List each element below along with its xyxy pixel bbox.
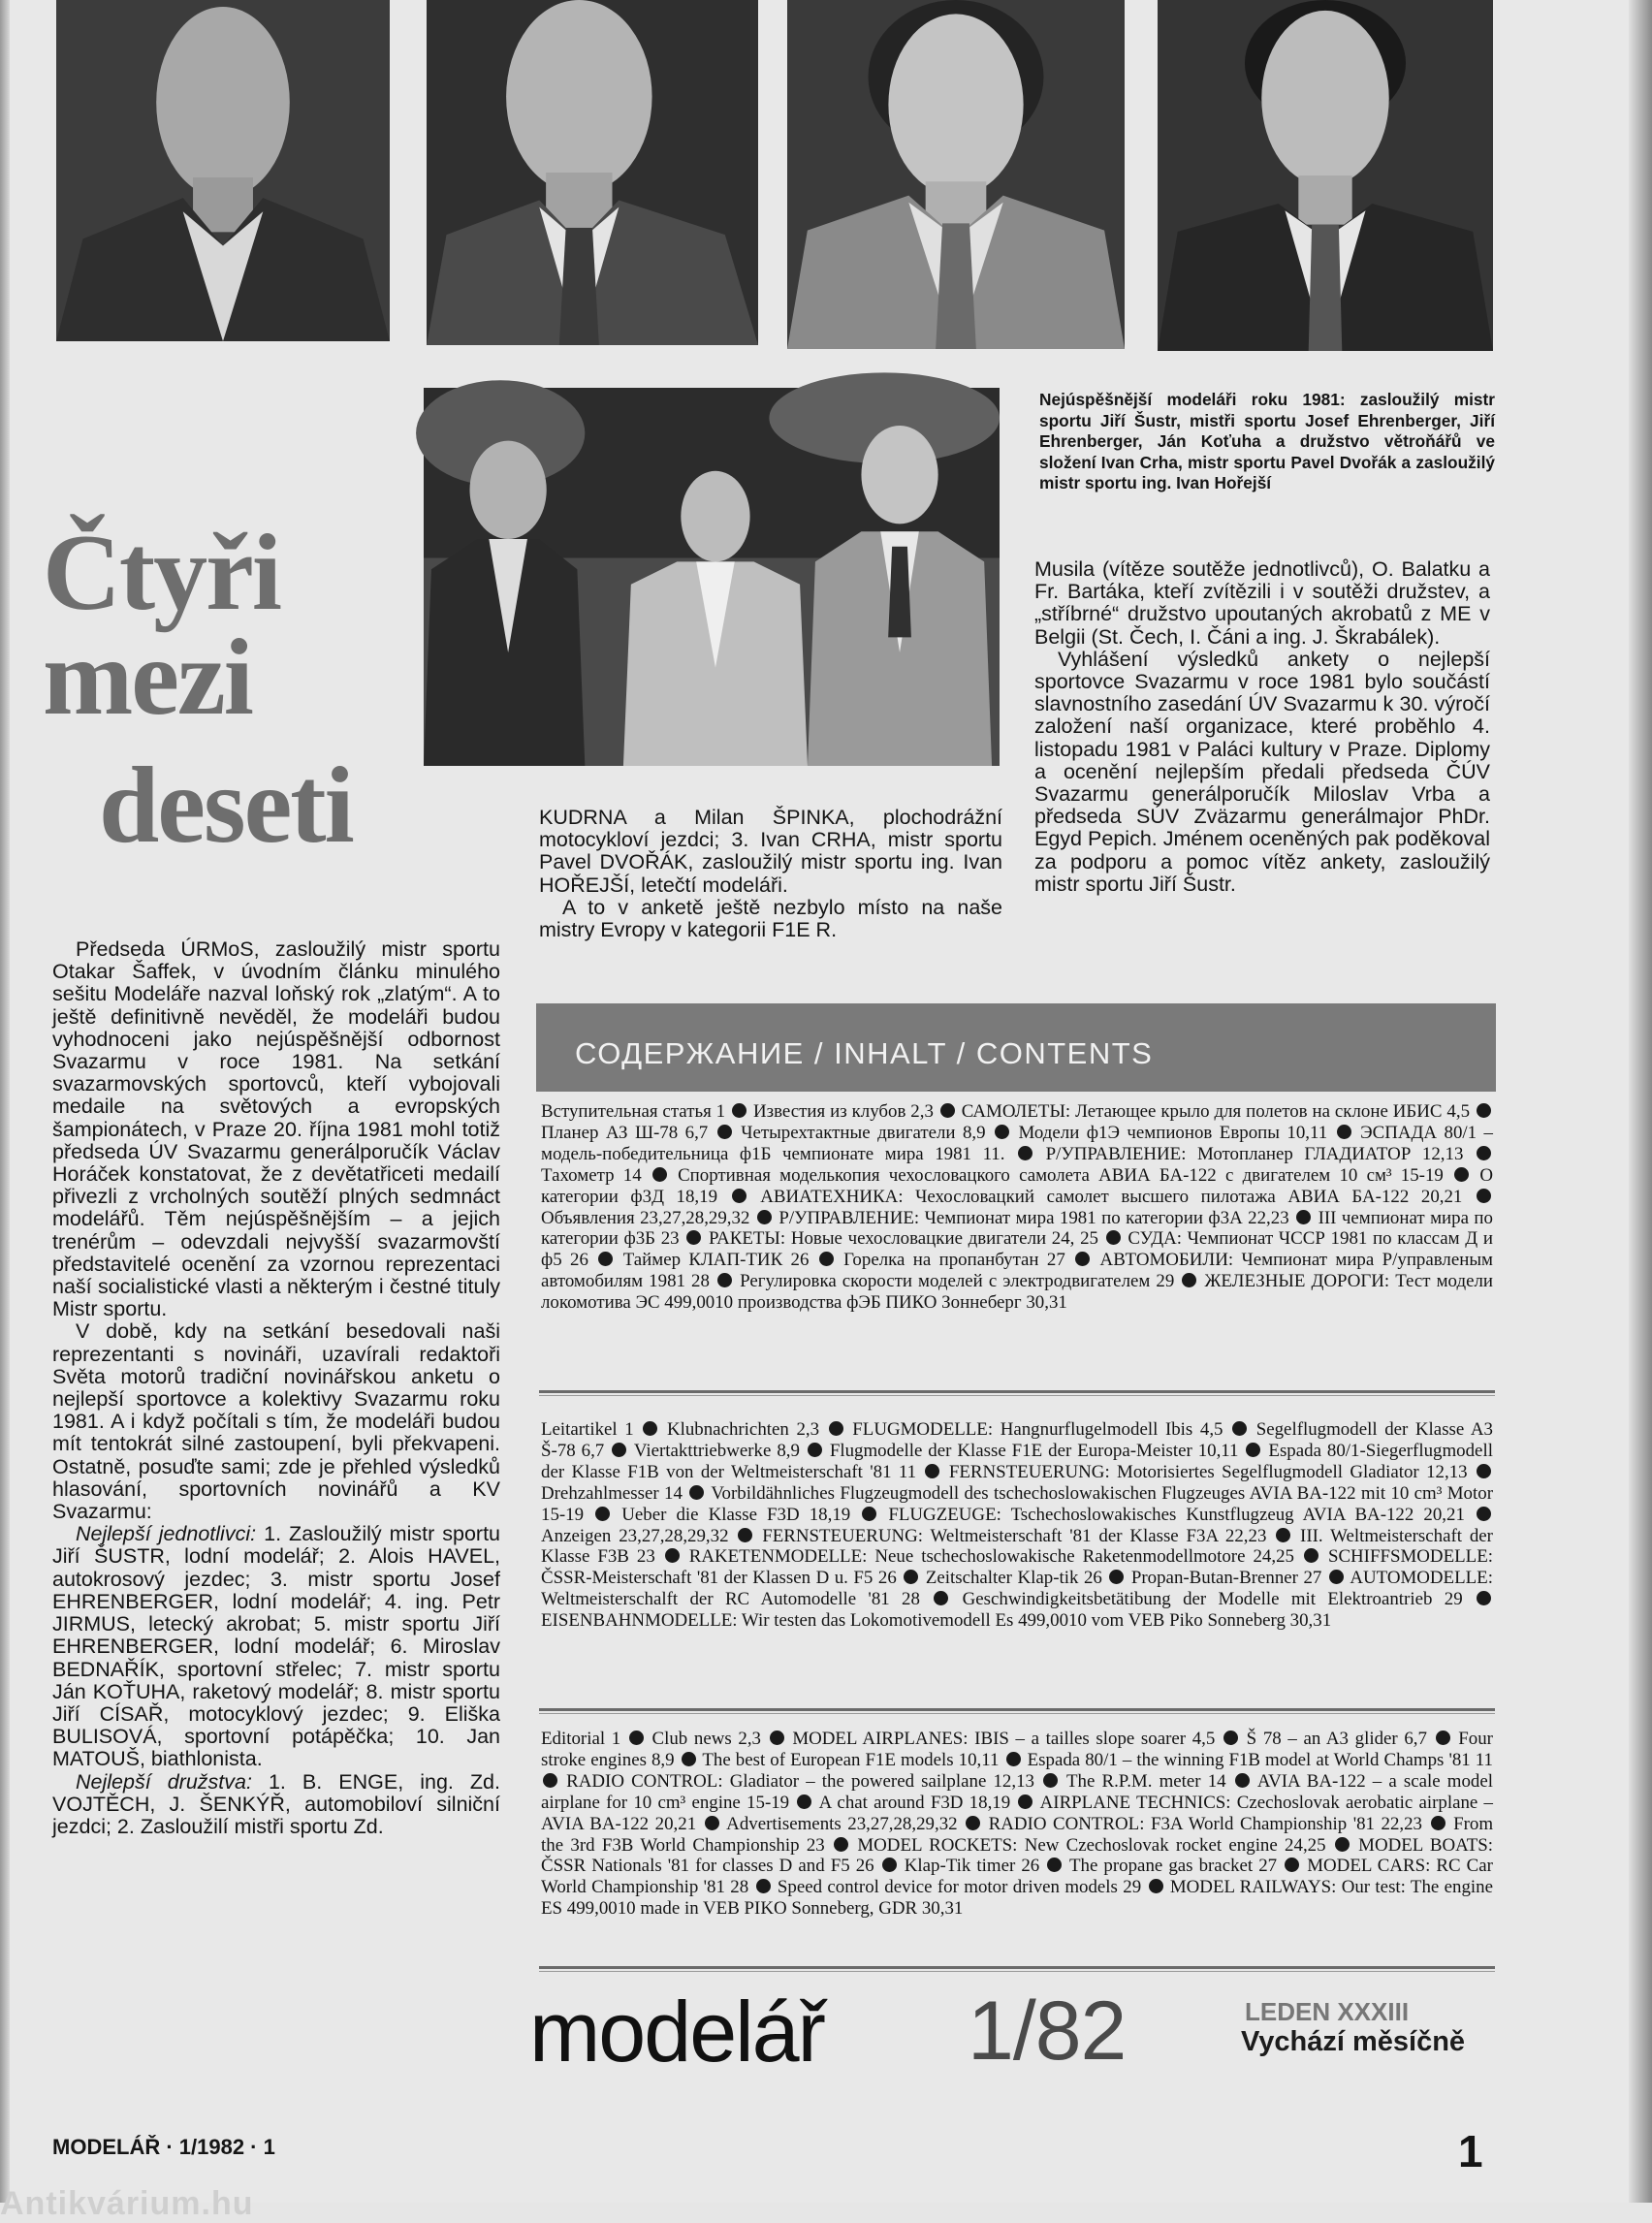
bullet-dot [1018,1794,1032,1809]
contents-entry: A chat around F3D 18,19 [818,1792,1011,1813]
bullet-dot [1018,1146,1032,1160]
bullet-dot [1285,1858,1299,1872]
contents-entry: Advertisements 23,27,28,29,32 [726,1813,958,1834]
bullet-dot [1335,1837,1350,1852]
contents-entry: Drehzahlmesser 14 [541,1482,683,1504]
contents-english [541,1729,1493,1920]
contents-entry: Vorbildähnliches Flugzeugmodell des tschechoslowakischen Flugzeuges AVIA BA-122 mit 10 cm³ Motor 15-19 [541,1482,1493,1525]
contents-entry: Viertakttriebwerke 8,9 [633,1440,800,1461]
contents-entry: Propan-Butan-Brenner 27 [1130,1568,1322,1589]
contents-entry: Объявления 23,27,28,29,32 [541,1207,750,1228]
bullet-dot [643,1421,657,1436]
watermark: Antikvárium.hu [0,2185,254,2222]
contents-entry: Š 78 – an A3 glider 6,7 [1246,1729,1427,1749]
contents-entry: AVIA BA-122 – a scale model airplane for 10 cm³ engine 15-19 [541,1770,1494,1813]
issue-frequency: Vychází měsíčně [1241,2026,1466,2057]
contents-entry: Club news 2,3 [651,1729,761,1749]
issue-month: LEDEN XXXIII [1245,1997,1410,2026]
contents-entry: Leitartikel 1 [541,1419,634,1440]
article-paragraph: Předseda ÚRMoS, zasloužilý mistr sportu Otakar Šaffek, v úvodním článku minulého sešitu Modeláře nazval loňský rok „zlatým“. A to ještě definitivně nevěděl, že modeláři budou vyhodnoceni jako nejúspěšnější odbornost Svazarmu v roce 1981. Na setkání svazarmovských sportovců, kteří vybojovali medaile na světových a evropských šampionátech, v Praze 20. října 1981 mohl totiž předseda ÚV Svazarmu generálporučík Václav Horáček konstatovat, že z devětatřiceti medailí přivezli z vrcholných soutěží plných sedmnáct modelářů. Těm nejúspěšnějším – a jejich trenérům – odevzdali nejvyšší svazarmovští představitelé ocenění za vzornou reprezentaci naší socialistické vlasti a některým i čestné tituly Mistr sportu. [52,937,500,1321]
paragraph-text: 1. Zasloužilý mistr sportu Jiří ŠUSTR, lodní modelář; 2. Alois HAVEL, autokrosový jezdec; 3. mistr sportu Josef EHRENBERGER, lodní modelář; 4. ing. Petr JIRMUS, letecký akrobat; 5. mistr sportu Jiří EHRENBERGER, lodní modelář; 6. Miroslav BEDNAŘÍK, sportovní střelec; 7. mistr sportu Ján KOŤUHA, raketový modelář; 8. mistr sportu Jiří CÍSAŘ, motocyklový jezdec; 9. Eliška BULISOVÁ, sportovní potápěčka; 10. Jan MATOUŠ, biathlonista. [52,1522,501,1771]
bullet-dot [995,1125,1009,1139]
bullet-dot [1006,1752,1021,1766]
bullet-dot [682,1752,696,1766]
bullet-dot [1431,1816,1446,1830]
contents-entry: АВТОМОБИЛИ: Чемпионат мира Р/управленым автомобилям 1981 28 [541,1250,1493,1292]
portrait-photo-3 [787,0,1125,349]
article-paragraph [52,1523,500,1770]
contents-entry: FLUGZEUGE: Tschechoslowakisches Kunstflugzeug AVIA BA-122 20,21 [888,1504,1465,1525]
contents-entry: Klubnachrichten 2,3 [666,1419,820,1440]
paragraph-lead-label: Nejlepší jednotlivci: [76,1522,257,1546]
bullet-dot [940,1103,955,1118]
bullet-dot [652,1167,667,1182]
bullet-dot [1246,1443,1260,1457]
bullet-dot [1149,1879,1163,1893]
contents-entry: Four stroke engines 8,9 [541,1729,1493,1770]
bullet-dot [686,1230,701,1245]
contents-entry: III. Weltmeisterschaft der Klasse F3B 23 [541,1525,1493,1568]
contents-entry: Speed control device for motor driven models 29 [777,1877,1142,1898]
bullet-dot [598,1252,613,1266]
bullet-dot [966,1816,980,1830]
contents-entry: MODEL RAILWAYS: Our test: The engine ES 499,0010 made in VEB PIKO Sonneberg, GDR 30,31 [541,1877,1493,1920]
bullet-dot [862,1507,876,1521]
headline-line-2: mezi [43,618,252,738]
article-paragraph: A to v anketě ještě nezbylo místo na naše mistry Evropy v kategorii F1E R. [539,895,1002,942]
contents-entry: MODEL ROCKETS: New Czechoslovak rocket engine 24,25 [857,1834,1326,1856]
article-paragraph: KUDRNA a Milan ŠPINKA, plochodrážní motocykloví jezdci; 3. Ivan CRHA, mistr sportu Pavel DVOŘÁK, zasloužilý mistr sportu ing. Ivan HOŘEJŠÍ, letečtí modeláři. [539,806,1002,897]
bullet-dot [1436,1731,1450,1745]
contents-entry: RADIO CONTROL: Gladiator – the powered sailplane 12,13 [566,1770,1034,1792]
bullet-dot [829,1421,843,1436]
bullet-dot [732,1103,747,1118]
contents-entry: Editorial 1 [541,1729,621,1749]
contents-entry: SCHIFFSMODELLE: ČSSR-Meisterschaft '81 der Klassen D u. F5 26 [541,1546,1493,1589]
bullet-dot [882,1858,897,1872]
contents-entry: Anzeigen 23,27,28,29,32 [541,1525,729,1546]
contents-entry: Горелка на пропанбутан 27 [843,1250,1065,1271]
contents-entry: Р/УПРАВЛЕНИЕ: Чемпионат мира 1981 по категории ф3А 22,23 [778,1207,1289,1228]
bullet-dot [1296,1210,1311,1224]
bullet-dot [1337,1125,1351,1139]
bullet-dot [1477,1146,1491,1160]
group-photo [424,388,1000,766]
bullet-dot [665,1548,680,1563]
contents-entry: ЖЕЛЕЗНЫЕ ДОРОГИ: Тест модели локомотива ЭС 499,0010 производства фЭБ ПИКО Зоннеберг 30,31 [541,1271,1493,1314]
contents-entry: AIRPLANE TECHNICS: Czechoslovak aerobatic airplane – AVIA BA-122 20,21 [541,1792,1493,1834]
bullet-dot [705,1816,719,1830]
bullet-dot [1109,1570,1124,1584]
contents-entry: The propane gas bracket 27 [1069,1856,1278,1877]
contents-entry: САМОЛЕТЫ: Летающее крыло для полетов на склоне ИБИС 4,5 [961,1101,1471,1122]
contents-entry: Спортивная моделькопия чехословацкого самолета АВИА БА-122 с двигателем 10 см³ 15-19 [678,1164,1444,1186]
bullet-dot [732,1189,747,1203]
headline-line-1: Čtyři [43,513,281,633]
issue-number: 1/82 [968,1985,1127,2078]
bullet-dot [1477,1464,1491,1478]
contents-entry: EISENBAHNMODELLE: Wir testen das Lokomotivemodell Es 499,0010 vom VEB Piko Sonneberg 30,31 [541,1610,1332,1632]
paragraph-lead-label: Nejlepší družstva: [76,1769,252,1794]
contents-entry: RADIO CONTROL: F3A World Championship '81 22,23 [988,1813,1423,1834]
contents-entry: The R.P.M. meter 14 [1065,1770,1226,1792]
contents-entry: РАКЕТЫ: Новые чехословацкие двигатели 24, 25 [709,1228,1098,1250]
contents-entry: Р/УПРАВЛЕНИЕ: Мотопланер ГЛАДИАТОР 12,13 [1045,1143,1464,1164]
bullet-dot [756,1879,771,1893]
bullet-dot [934,1591,948,1605]
contents-entry: ЭСПАДА 80/1 – модель-победительница ф1Б чемпионате мира 1981 11. [541,1122,1493,1164]
contents-entry: О категории ф3Д 18,19 [541,1164,1493,1207]
bullet-dot [1223,1731,1238,1745]
contents-russian [541,1101,1493,1314]
contents-band: СОДЕРЖАНИЕ / INHALT / CONTENTS [536,1003,1496,1092]
portrait-photo-4 [1158,0,1493,351]
article-paragraph: V době, kdy na setkání besedovali naši reprezentanti s novináři, uzavírali redaktoři Světa motorů tradiční novinářskou anketu o nejlepší sportovce a kolektivy Svazarmu roku 1981. A i když počítali s tím, že modeláři budou mít tentokrát silné zastoupení, byli překvapeni. Ostatně, posuďte sami; zde je přehled výsledků hlasování, sportovních novinářů a KV Svazarmu: [52,1319,500,1524]
page-edge-left [0,0,10,2203]
article-paragraph: Musila (vítěze soutěže jednotlivců), O. Balatku a Fr. Bartáka, kteří zvítězili i v soutěži družstev, a „stříbrné“ družstvo upoutaných akrobatů z ME v Belgii (St. Čech, I. Čáni a ing. J. Škrabálek). [1034,557,1490,649]
contents-entry: СУДА: Чемпионат ЧССР 1981 по классам Д и ф5 26 [541,1228,1493,1271]
contents-entry: Планер АЗ Ш-78 6,7 [541,1122,709,1143]
contents-entry: Geschwindigkeitsbetätibung der Modelle mit Elektroantrieb 29 [962,1589,1463,1610]
article-headline [43,513,498,866]
contents-entry: Регулировка скорости моделей с электродвигателем 29 [740,1271,1175,1292]
bullet-dot [1232,1421,1247,1436]
contents-entry: Zeitschalter Klap-tik 26 [925,1568,1102,1589]
bullet-dot [738,1528,752,1542]
contents-entry: MODEL BOATS: ČSSR Nationals '81 for classes D and F5 26 [541,1834,1493,1877]
bullet-dot [1075,1252,1090,1266]
article-column-left [52,938,500,1838]
bullet-dot [1304,1548,1318,1563]
bullet-dot [808,1443,822,1457]
divider [539,1390,1495,1393]
contents-entry: Segelflugmodell der Klasse A3 Š-78 6,7 [541,1419,1493,1461]
divider [539,1708,1495,1711]
bullet-dot [1182,1273,1196,1287]
bullet-dot [834,1837,848,1852]
contents-entry: Вступительная статья 1 [541,1101,726,1122]
portrait-photo-1 [56,0,390,341]
bullet-dot [1477,1189,1491,1203]
contents-entry: Таймер КЛАП-ТИК 26 [622,1250,810,1271]
article-column-middle [539,807,1002,941]
photo-caption: Nejúspěšnější modeláři roku 1981: zasloužilý mistr sportu Jiří Šustr, mistři sportu Josef Ehrenberger, Jiří Ehrenberger, Ján Koťuha a družstvo větroňářů ve složení Ivan Crha, mistr sportu Pavel Dvořák a zasloužilý mistr sportu ing. Ivan Hořejší [1039,390,1495,492]
contents-entry: FLUGMODELLE: Hangnurflugelmodell Ibis 4,5 [852,1419,1223,1440]
article-column-right [1034,558,1490,896]
contents-entry: Espada 80/1-Siegerflugmodell der Klasse F1B von der Weltmeisterschaft '81 11 [541,1440,1493,1482]
contents-entry: FERNSTEUERUNG: Motorisiertes Segelflugmodell Gladiator 12,13 [948,1461,1468,1482]
contents-entry: AUTOMODELLE: Weltmeisterschalft der RC Automodelle '81 28 [541,1568,1493,1610]
bullet-dot [819,1252,834,1266]
contents-entry: Известия из клубов 2,3 [752,1101,934,1122]
bullet-dot [1043,1773,1058,1788]
bullet-dot [797,1794,811,1809]
contents-entry: Ueber die Klasse F3D 18,19 [621,1504,851,1525]
bullet-dot [1276,1528,1290,1542]
article-paragraph [52,1771,500,1839]
bullet-dot [543,1773,557,1788]
bullet-dot [1235,1773,1250,1788]
bullet-dot [629,1731,644,1745]
bullet-dot [1477,1103,1491,1118]
bullet-dot [612,1443,626,1457]
contents-entry: MODEL AIRPLANES: IBIS – a tailles slope soarer 4,5 [792,1729,1216,1749]
page-edge-right [1629,0,1652,2203]
contents-entry: Flugmodelle der Klasse F1E der Europa-Meister 10,11 [829,1440,1239,1461]
bullet-dot [1477,1507,1491,1521]
bullet-dot [770,1731,784,1745]
bullet-dot [904,1570,918,1584]
contents-entry: АВИАТЕХНИКА: Чехословацкий самолет высшего пилотажа АВИА БА-122 20,21 [760,1186,1463,1207]
bullet-dot [1454,1167,1469,1182]
bullet-dot [717,1125,732,1139]
contents-entry: Четырехтактные двигатели 8,9 [741,1122,986,1143]
page-number: 1 [1458,2126,1483,2176]
contents-entry: Тахометр 14 [541,1164,642,1186]
bullet-dot [1329,1570,1344,1584]
divider [539,1966,1495,1969]
portrait-photo-2 [427,0,758,345]
contents-entry: Espada 80/1 – the winning F1B model at World Champs '81 11 [1027,1749,1493,1770]
bullet-dot [1047,1858,1062,1872]
paragraph-text: 1. B. ENGE, ing. Zd. VOJTĚCH, J. ŠENKÝŘ, automobiloví silniční jezdci; 2. Zasloužilí mistři sportu Zd. [52,1769,500,1838]
contents-entry: FERNSTEUERUNG: Weltmeisterschaft '81 der Klasse F3A 22,23 [762,1525,1267,1546]
contents-entry: RAKETENMODELLE: Neue tschechoslowakische Raketenmodellmotore 24,25 [688,1546,1294,1568]
bullet-dot [595,1507,610,1521]
bullet-dot [757,1210,772,1224]
bullet-dot [689,1485,704,1500]
headline-line-3: deseti [99,746,353,866]
bullet-dot [925,1464,939,1478]
contents-entry: MODEL CARS: RC Car World Championship '81 28 [541,1856,1493,1898]
contents-entry: The best of European F1E models 10,11 [702,1749,1000,1770]
contents-entry: III чемпионат мира по категории ф3Б 23 [541,1207,1493,1250]
contents-entry: From the 3rd F3B World Championship 23 [541,1813,1494,1856]
bullet-dot [1477,1591,1491,1605]
contents-entry: Klap-Tik timer 26 [904,1856,1040,1877]
bullet-dot [1106,1230,1121,1245]
masthead-title: modelář [529,1984,824,2080]
footer-folio: MODELÁŘ · 1/1982 · 1 [52,2135,275,2159]
contents-german [541,1419,1493,1632]
article-paragraph: Vyhlášení výsledků ankety o nejlepší sportovce Svazarmu v roce 1981 bylo součástí slavnostního zasedání ÚV Svazarmu k 30. výročí založení naší organizace, které proběhlo 4. listopadu 1981 v Paláci kultury v Praze. Diplomy a ocenění nejlepším předali předseda ČÚV Svazarmu generálporučík Miloslav Vrba a předseda SÚV Zväzarmu generálmajor PhDr. Egyd Pepich. Jménem oceněných pak poděkoval za podporu a pomoc vítěz ankety, zasloužilý mistr sportu Jiří Šustr. [1034,647,1490,896]
bullet-dot [717,1273,732,1287]
contents-entry: Модели ф1Э чемпионов Европы 10,11 [1018,1122,1328,1143]
